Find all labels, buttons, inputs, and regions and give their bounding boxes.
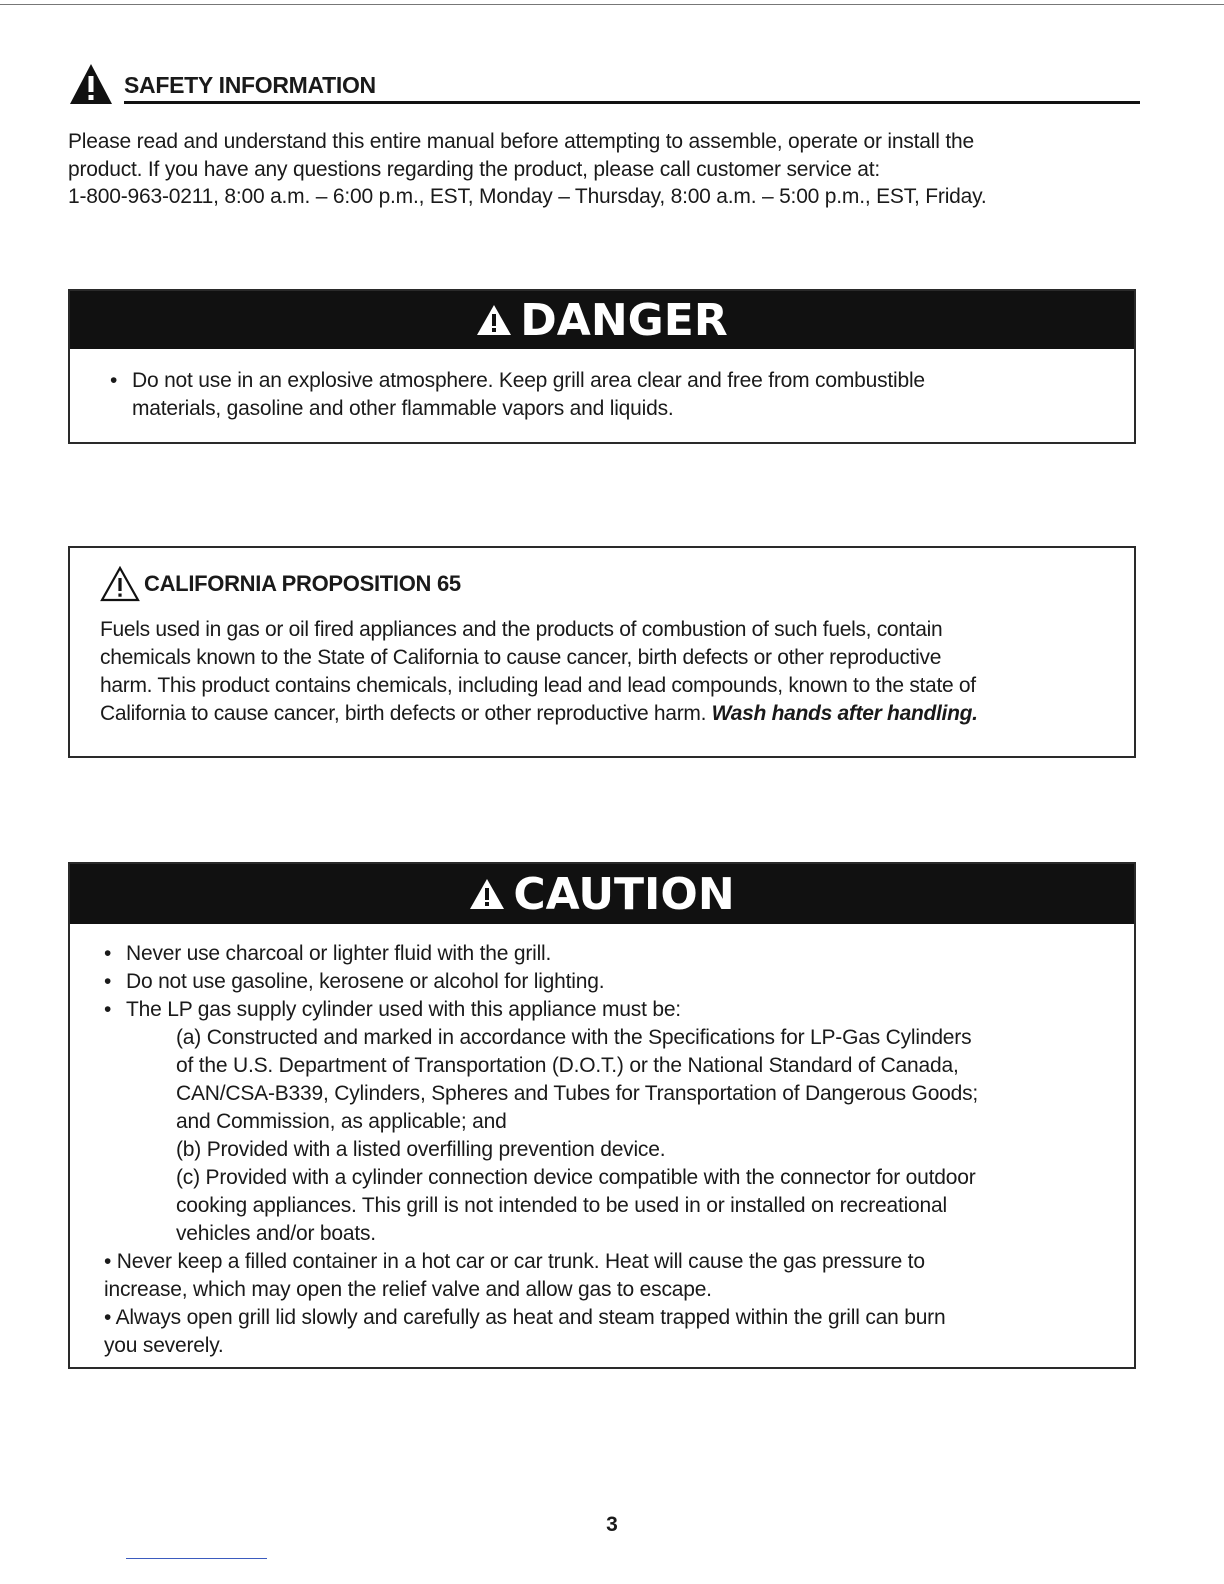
tail-line: increase, which may open the relief valve and allow gas to escape. (104, 1278, 712, 1301)
warning-triangle-icon (469, 878, 505, 910)
caution-banner (70, 864, 1134, 924)
sub-line: (b) Provided with a listed overfilling prevention device. (176, 1138, 666, 1161)
sub-line: (a) Constructed and marked in accordance with the Specifications for LP-Gas Cylinders (176, 1026, 972, 1049)
caution-label: CAUTION (513, 868, 735, 920)
bullet-dot: • (104, 970, 112, 993)
danger-label: DANGER (520, 294, 728, 346)
intro-line: Please read and understand this entire manual before attempting to assemble, operate or install the (68, 130, 974, 153)
prop65-line-last (100, 700, 1110, 728)
danger-body (110, 367, 1100, 423)
danger-banner (70, 291, 1134, 349)
intro-line: 1-800-963-0211, 8:00 a.m. – 6:00 p.m., EST, Monday – Thursday, 8:00 a.m. – 5:00 p.m., EST, Friday. (68, 185, 987, 208)
list-item (104, 968, 1114, 996)
tail-paragraphs (104, 1248, 1114, 1360)
danger-box (68, 289, 1136, 444)
bullet-dot: • (110, 369, 118, 392)
section-title: SAFETY INFORMATION (124, 72, 376, 98)
prop65-header (100, 566, 461, 602)
list-item (110, 367, 1100, 395)
warning-triangle-icon (476, 304, 512, 336)
bullet-text: Never use charcoal or lighter fluid with the grill. (126, 942, 552, 965)
sub-line: (c) Provided with a cylinder connection device compatible with the connector for outdoor (176, 1166, 976, 1189)
sub-line: and Commission, as applicable; and (176, 1110, 507, 1133)
prop65-box (68, 546, 1136, 758)
bullet-dot: • (104, 942, 112, 965)
bullet-dot: • (104, 998, 112, 1021)
prop65-emphasis: Wash hands after handling. (711, 702, 978, 725)
prop65-title: CALIFORNIA PROPOSITION 65 (144, 571, 461, 596)
bullet-text: Do not use in an explosive atmosphere. Keep grill area clear and free from combustible (132, 369, 925, 392)
bullet-text: materials, gasoline and other flammable vapors and liquids. (132, 397, 674, 420)
sub-line: vehicles and/or boats. (176, 1222, 376, 1245)
sub-line: cooking appliances. This grill is not intended to be used in or installed on recreational (176, 1194, 947, 1217)
sub-line: of the U.S. Department of Transportation (D.O.T.) or the National Standard of Canada, (176, 1054, 959, 1077)
bullet-text: The LP gas supply cylinder used with this appliance must be: (126, 998, 681, 1021)
prop65-line: Fuels used in gas or oil fired appliances and the products of combustion of such fuels, contain (100, 618, 943, 641)
title-underline (124, 101, 1140, 104)
caution-body (104, 940, 1114, 1360)
tail-line: • Always open grill lid slowly and carefully as heat and steam trapped within the grill can burn (104, 1306, 946, 1329)
warning-outline-icon (100, 566, 140, 602)
intro-paragraph (68, 128, 1148, 211)
prop65-text (100, 616, 1110, 728)
section-header (68, 60, 1140, 106)
caution-box (68, 862, 1136, 1369)
intro-line: product. If you have any questions regarding the product, please call customer service at: (68, 157, 880, 181)
list-item-continued (110, 395, 1100, 423)
tail-line: • Never keep a filled container in a hot car or car trunk. Heat will cause the gas pressure to (104, 1250, 925, 1273)
prop65-line: chemicals known to the State of California to cause cancer, birth defects or other reproductive (100, 646, 942, 669)
prop65-line: harm. This product contains chemicals, including lead and lead compounds, known to the state of (100, 674, 976, 697)
sub-line: CAN/CSA-B339, Cylinders, Spheres and Tubes for Transportation of Dangerous Goods; (176, 1082, 979, 1105)
bullet-text: Do not use gasoline, kerosene or alcohol for lighting. (126, 970, 605, 993)
top-rule (0, 4, 1224, 5)
prop65-line: California to cause cancer, birth defects or other reproductive harm. (100, 702, 712, 725)
tail-line: you severely. (104, 1334, 224, 1357)
list-item (104, 996, 1114, 1024)
list-item (104, 940, 1114, 968)
footer-rule (126, 1558, 267, 1559)
warning-icon (68, 62, 114, 106)
sub-list (104, 1024, 1114, 1248)
page-number: 3 (606, 1513, 618, 1536)
